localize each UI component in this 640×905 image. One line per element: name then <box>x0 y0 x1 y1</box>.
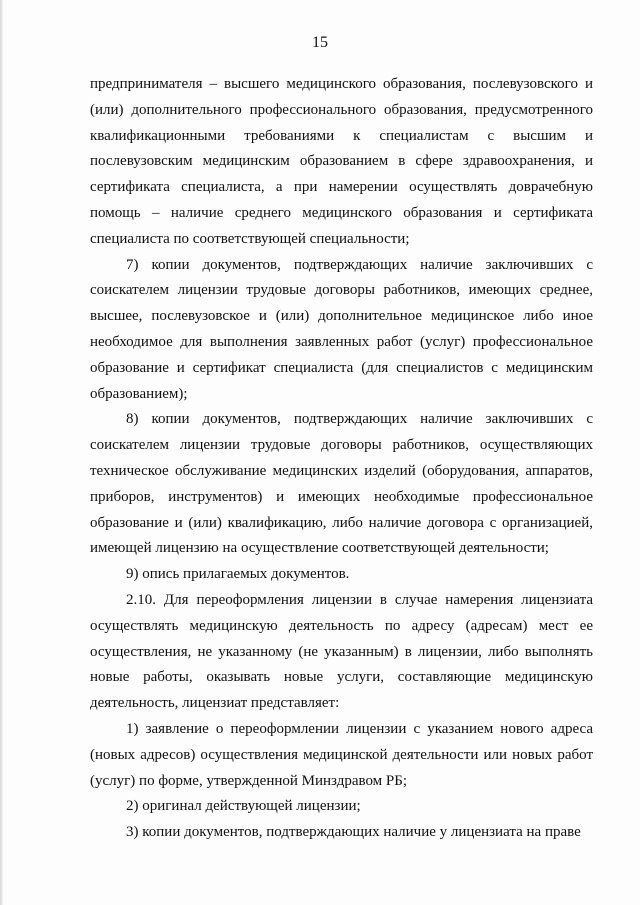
paragraph-item-9: 9) опись прилагаемых документов. <box>126 566 350 583</box>
paragraph-subitem-1: 1) заявление о переоформлении лицензии с указанием нового адреса (новых адресов) осуществления медицинской деятельности или новых работ (услуг) по форме, утвержденной Минздравом РБ; <box>90 720 593 789</box>
paragraph-item-7: 7) копии документов, подтверждающих наличие заключивших с соискателем лицензии трудовые договоры работников, имеющих среднее, высшее, послевузовское и (или) дополнительное медицинское либо иное необходимое для выполнения заявленных работ (услуг) профессиональное образование и сертификат специалиста (для специалистов с медицинским образованием); <box>90 256 593 402</box>
scan-edge <box>0 0 3 905</box>
paragraph-subitem-2: 2) оригинал действующей лицензии; <box>126 798 361 815</box>
paragraph-item-8: 8) копии документов, подтверждающих наличие заключивших с соискателем лицензии трудовые договоры работников, осуществляющих техническое обслуживание медицинских изделий (оборудования, аппаратов, приборов, инструментов) и имеющих необходимые профессиональное образование и (или) квалификацию, либо наличие договора с организацией, имеющей лицензию на осуществление соответствующей деятельности; <box>90 411 593 557</box>
paragraph-continuation: предпринимателя – высшего медицинского образования, послевузовского и (или) дополнительного профессионального образования, предусмотренного квалификационными требованиями к специалистам с высшим и послевузовским медицинским образованием в сфере здравоохранения, и сертификата специалиста, а при намерении осуществлять доврачебную помощь – наличие среднего медицинского образования и сертификата специалиста по соответствующей специальности; <box>90 76 593 247</box>
page-number: 15 <box>312 34 328 51</box>
paragraph-subitem-3: 3) копии документов, подтверждающих наличие у лицензиата на праве <box>126 824 581 841</box>
paragraph-section-2-10: 2.10. Для переоформления лицензии в случае намерения лицензиата осуществлять медицинскую деятельность по адресу (адресам) мест ее осуществления, не указанному (не указанным) в лицензии, либо выполнять новые работы, оказывать новые услуги, составляющие медицинскую деятельность, лицензиат представляет: <box>90 591 593 712</box>
page-body <box>90 72 593 846</box>
